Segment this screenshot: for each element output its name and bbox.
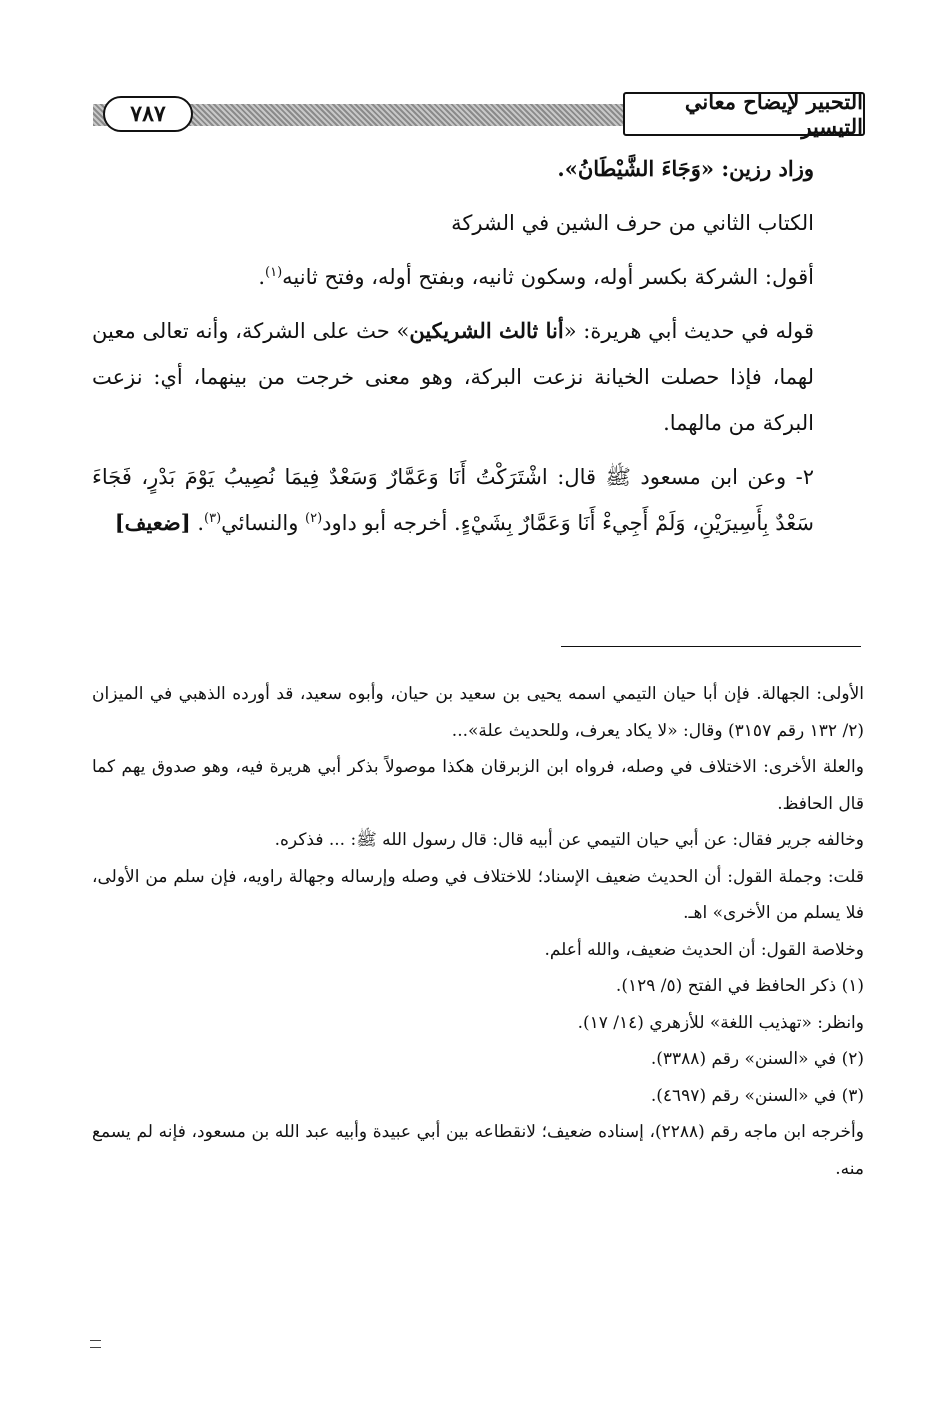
definition-text: أقول: الشركة بكسر أوله، وسكون ثانيه، وبفتح أوله، وفتح ثانيه	[282, 265, 814, 289]
hadith-2-dot: .	[190, 511, 205, 535]
page-corner-mark	[90, 1340, 101, 1348]
main-text	[92, 146, 864, 554]
footnote-line: وخالفه جرير فقال: عن أبي حيان التيمي عن أبيه قال: قال رسول الله ﷺ: ... فذكره.	[274, 830, 864, 850]
book-title: التحبير لإيضاح معاني التيسير	[623, 92, 865, 136]
footnote-ref-1[interactable]: (١)	[265, 265, 283, 280]
footnote-3: (٣) في «السنن» رقم (٤٦٩٧).	[650, 1085, 864, 1106]
paragraph-definition	[92, 254, 864, 300]
paragraph-razin	[92, 146, 864, 192]
footnote-divider	[561, 646, 861, 647]
footnote-ref-3[interactable]: (٣)	[204, 511, 222, 526]
footnote-line: قلت: وجملة القول: أن الحديث ضعيف الإسناد؛ للاختلاف في وصله وإرساله وجهالة راويه، فإن سلم من الأولى، فلا يسلم من الأخرى» اهـ.	[92, 866, 864, 923]
footnote-line: والعلة الأخرى: الاختلاف في وصله، فرواه ابن الزبرقان هكذا موصولاً بذكر أبي هريرة فيه، وهو صدوق يهم كما قال الحافظ.	[92, 757, 864, 814]
footnote-line: وخلاصة القول: أن الحديث ضعيف، والله أعلم.	[544, 939, 864, 960]
footnotes	[92, 676, 864, 1187]
page-header	[93, 89, 865, 140]
razin-addition: وزاد رزين: «وَجَاءَ الشَّيْطَانُ».	[557, 156, 814, 181]
footnote-line: وأخرجه ابن ماجه رقم (٢٢٨٨)، إسناده ضعيف؛ لانقطاعه بين أبي عبيدة وأبيه عبد الله بن مسعود، فإنه لم يسمع منه.	[92, 1122, 864, 1179]
hadith-2-nasai: والنسائي	[221, 511, 306, 535]
commentary-rest: » حث على الشركة، وأنه تعالى معين لهما، فإذا حصلت الخيانة نزعت البركة، وهو معنى خرجت من بينهما، أي: نزعت البركة من مالهما.	[92, 319, 814, 435]
hadith-quote: أنا ثالث الشريكين	[409, 318, 564, 343]
footnote-ref-2[interactable]: (٢)	[305, 511, 323, 526]
hadith-grade: [ضعيف]	[114, 510, 191, 535]
hadith-2-text: ٢- وعن ابن مسعود ﷺ قال: اشْتَرَكْتُ أَنَا وَعَمَّارٌ وَسَعْدٌ فِيمَا نُصِيبُ يَوْمَ بَدْرٍ، فَجَاءَ سَعْدٌ بِأَسِيرَيْنِ، وَلَمْ أَجِيءْ أَنَا وَعَمَّارٌ بِشَيْءٍ. أخرجه أبو داود	[92, 465, 814, 535]
footnote-line: الأولى: الجهالة. فإن أبا حيان التيمي اسمه يحيى بن سعيد بن حيان، وأبوه سعيد، قد أورده الذهبي في الميزان (٢/ ١٣٢ رقم ٣١٥٧) وقال: «لا يكاد يعرف، وللحديث علة»...	[92, 684, 864, 741]
footnote-line: وانظر: «تهذيب اللغة» للأزهري (١٤/ ١٧).	[577, 1012, 864, 1033]
commentary-start: قوله في حديث أبي هريرة: «	[563, 319, 815, 343]
footnote-1: (١) ذكر الحافظ في الفتح (٥/ ١٢٩).	[615, 976, 864, 996]
page-number: ٧٨٧	[103, 96, 193, 132]
paragraph-hadith-2	[92, 454, 864, 546]
definition-end: .	[258, 265, 265, 289]
chapter-heading: الكتاب الثاني من حرف الشين في الشركة	[451, 211, 814, 235]
footnote-2: (٢) في «السنن» رقم (٣٣٨٨).	[650, 1049, 864, 1069]
paragraph-commentary	[92, 308, 864, 446]
